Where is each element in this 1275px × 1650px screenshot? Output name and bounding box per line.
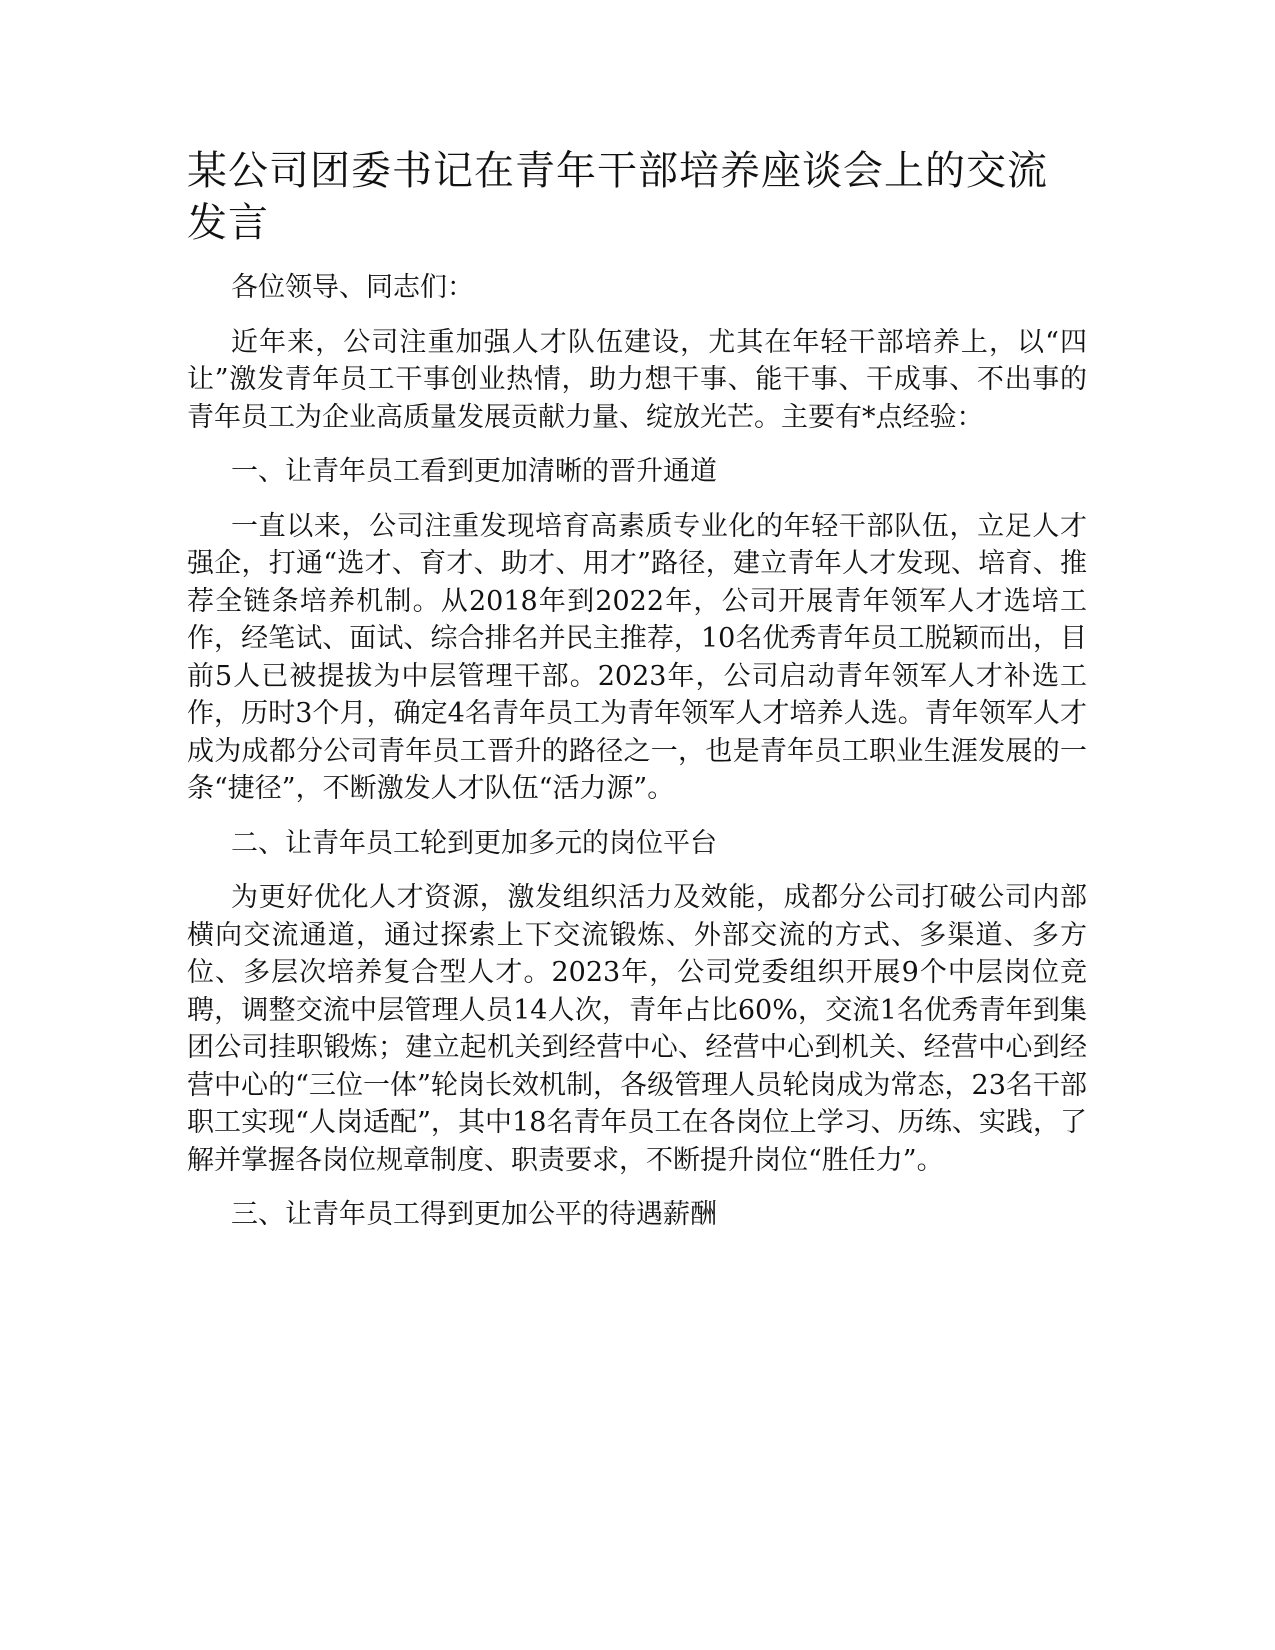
section-body-1: 一直以来，公司注重发现培育高素质专业化的年轻干部队伍，立足人才强企，打通“选才、育才、助才、用才”路径，建立青年人才发现、培育、推荐全链条培养机制。从2018年到2022年，公司开展青年领军人才选培工作，经笔试、面试、综合排名并民主推荐，10名优秀青年员工脱颖而出，目前5人已被提拔为中层管理干部。2023年，公司启动青年领军人才补选工作，历时3个月，确定4名青年员工为青年领军人才培养人选。青年领军人才成为成都分公司青年员工晋升的路径之一，也是青年员工职业生涯发展的一条“捷径”，不断激发人才队伍“活力源”。: [187, 510, 1087, 804]
document-title: 某公司团委书记在青年干部培养座谈会上的交流发言: [187, 148, 1048, 246]
intro-paragraph: 近年来，公司注重加强人才队伍建设，尤其在年轻干部培养上，以“四让”激发青年员工干事创业热情，助力想干事、能干事、干成事、不出事的青年员工为企业高质量发展贡献力量、绽放光芒。主要有*点经验：: [187, 326, 1087, 433]
section-body-2: 为更好优化人才资源，激发组织活力及效能，成都分公司打破公司内部横向交流通道，通过探索上下交流锻炼、外部交流的方式、多渠道、多方位、多层次培养复合型人才。2023年，公司党委组织开展9个中层岗位竞聘，调整交流中层管理人员14人次，青年占比60%，交流1名优秀青年到集团公司挂职锻炼；建立起机关到经营中心、经营中心到机关、经营中心到经营中心的“三位一体”轮岗长效机制，各级管理人员轮岗成为常态，23名干部职工实现“人岗适配”，其中18名青年员工在各岗位上学习、历练、实践，了解并掌握各岗位规章制度、职责要求，不断提升岗位“胜任力”。: [187, 882, 1087, 1176]
section-heading-1: 一、让青年员工看到更加清晰的晋升通道: [231, 456, 717, 487]
section-heading-3: 三、让青年员工得到更加公平的待遇薪酬: [231, 1199, 717, 1230]
section-heading-2: 二、让青年员工轮到更加多元的岗位平台: [231, 827, 717, 859]
salutation: 各位领导、同志们：: [231, 272, 474, 303]
document-page: [187, 145, 1087, 1251]
